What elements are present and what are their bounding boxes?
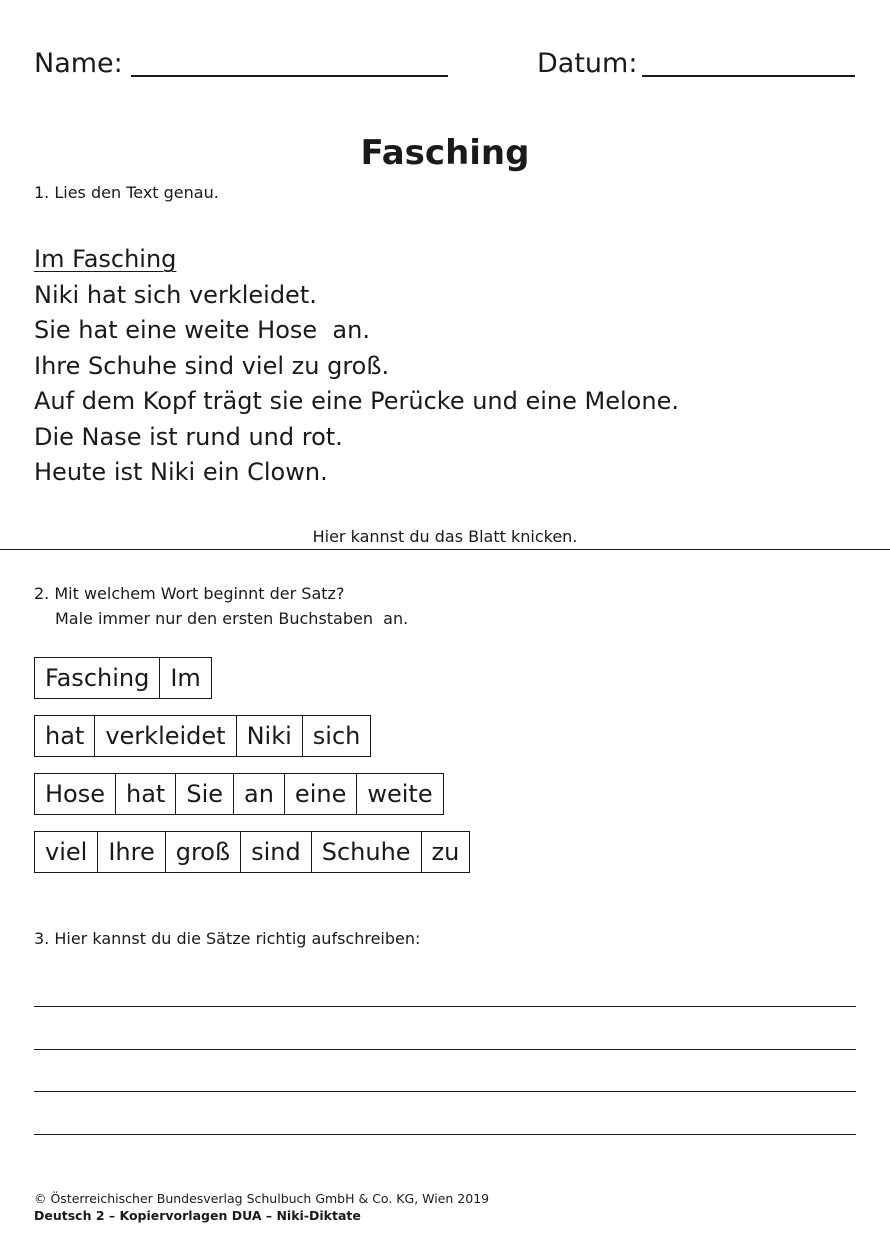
word-cell[interactable]: verkleidet xyxy=(95,716,236,756)
word-cell[interactable]: Hose xyxy=(35,774,116,814)
word-cell[interactable]: Schuhe xyxy=(312,832,422,872)
word-cell[interactable]: sind xyxy=(241,832,312,872)
story-line: Heute ist Niki ein Clown. xyxy=(34,458,328,486)
word-row xyxy=(34,715,371,757)
word-cell[interactable]: Ihre xyxy=(98,832,165,872)
fold-hint: Hier kannst du das Blatt knicken. xyxy=(312,527,578,546)
date-label: Datum: xyxy=(537,48,638,79)
story-line: Niki hat sich verkleidet. xyxy=(34,280,317,309)
story-line: Auf dem Kopf trägt sie eine Perücke und eine Melone. xyxy=(34,387,679,415)
fold-divider xyxy=(0,549,890,550)
word-cell[interactable]: sich xyxy=(312,722,361,750)
word-cell[interactable]: viel xyxy=(35,832,98,872)
word-cell[interactable]: Im xyxy=(170,664,201,692)
word-cell[interactable]: Sie xyxy=(176,774,234,814)
story-heading: Im Fasching xyxy=(34,245,177,273)
writing-line[interactable] xyxy=(34,1134,856,1135)
story-line: Die Nase ist rund und rot. xyxy=(34,422,343,451)
word-row xyxy=(34,657,212,699)
name-label: Name: xyxy=(34,48,123,79)
date-field-line[interactable] xyxy=(642,75,855,77)
task3-instruction: 3. Hier kannst du die Sätze richtig aufschreiben: xyxy=(34,929,421,948)
word-cell[interactable]: hat xyxy=(116,774,176,814)
word-cell[interactable]: hat xyxy=(35,716,95,756)
footer-copyright: © Österreichischer Bundesverlag Schulbuch GmbH & Co. KG, Wien 2019 xyxy=(34,1191,490,1206)
story-line: Ihre Schuhe sind viel zu groß. xyxy=(34,351,390,380)
word-cell[interactable]: groß xyxy=(166,832,241,872)
word-cell[interactable]: Niki xyxy=(237,716,303,756)
word-row xyxy=(34,831,470,873)
task1-instruction: 1. Lies den Text genau. xyxy=(34,183,219,202)
story-text xyxy=(34,242,679,491)
writing-line[interactable] xyxy=(34,1049,856,1050)
word-row xyxy=(34,773,444,815)
name-field-line[interactable] xyxy=(131,75,448,77)
word-cell[interactable]: weite xyxy=(367,780,433,808)
task2-instruction-sub: Male immer nur den ersten Buchstaben an. xyxy=(55,609,409,628)
page-title: Fasching xyxy=(360,133,530,173)
footer-series: Deutsch 2 – Kopiervorlagen DUA – Niki-Diktate xyxy=(34,1208,361,1223)
word-cell[interactable]: Fasching xyxy=(35,658,160,698)
task2-instruction: 2. Mit welchem Wort beginnt der Satz? xyxy=(34,584,345,603)
word-cell[interactable]: eine xyxy=(285,774,357,814)
writing-line[interactable] xyxy=(34,1006,856,1007)
word-cell[interactable]: an xyxy=(234,774,285,814)
writing-line[interactable] xyxy=(34,1091,856,1092)
story-line: Sie hat eine weite Hose an. xyxy=(34,316,370,344)
word-cell[interactable]: zu xyxy=(431,838,460,866)
